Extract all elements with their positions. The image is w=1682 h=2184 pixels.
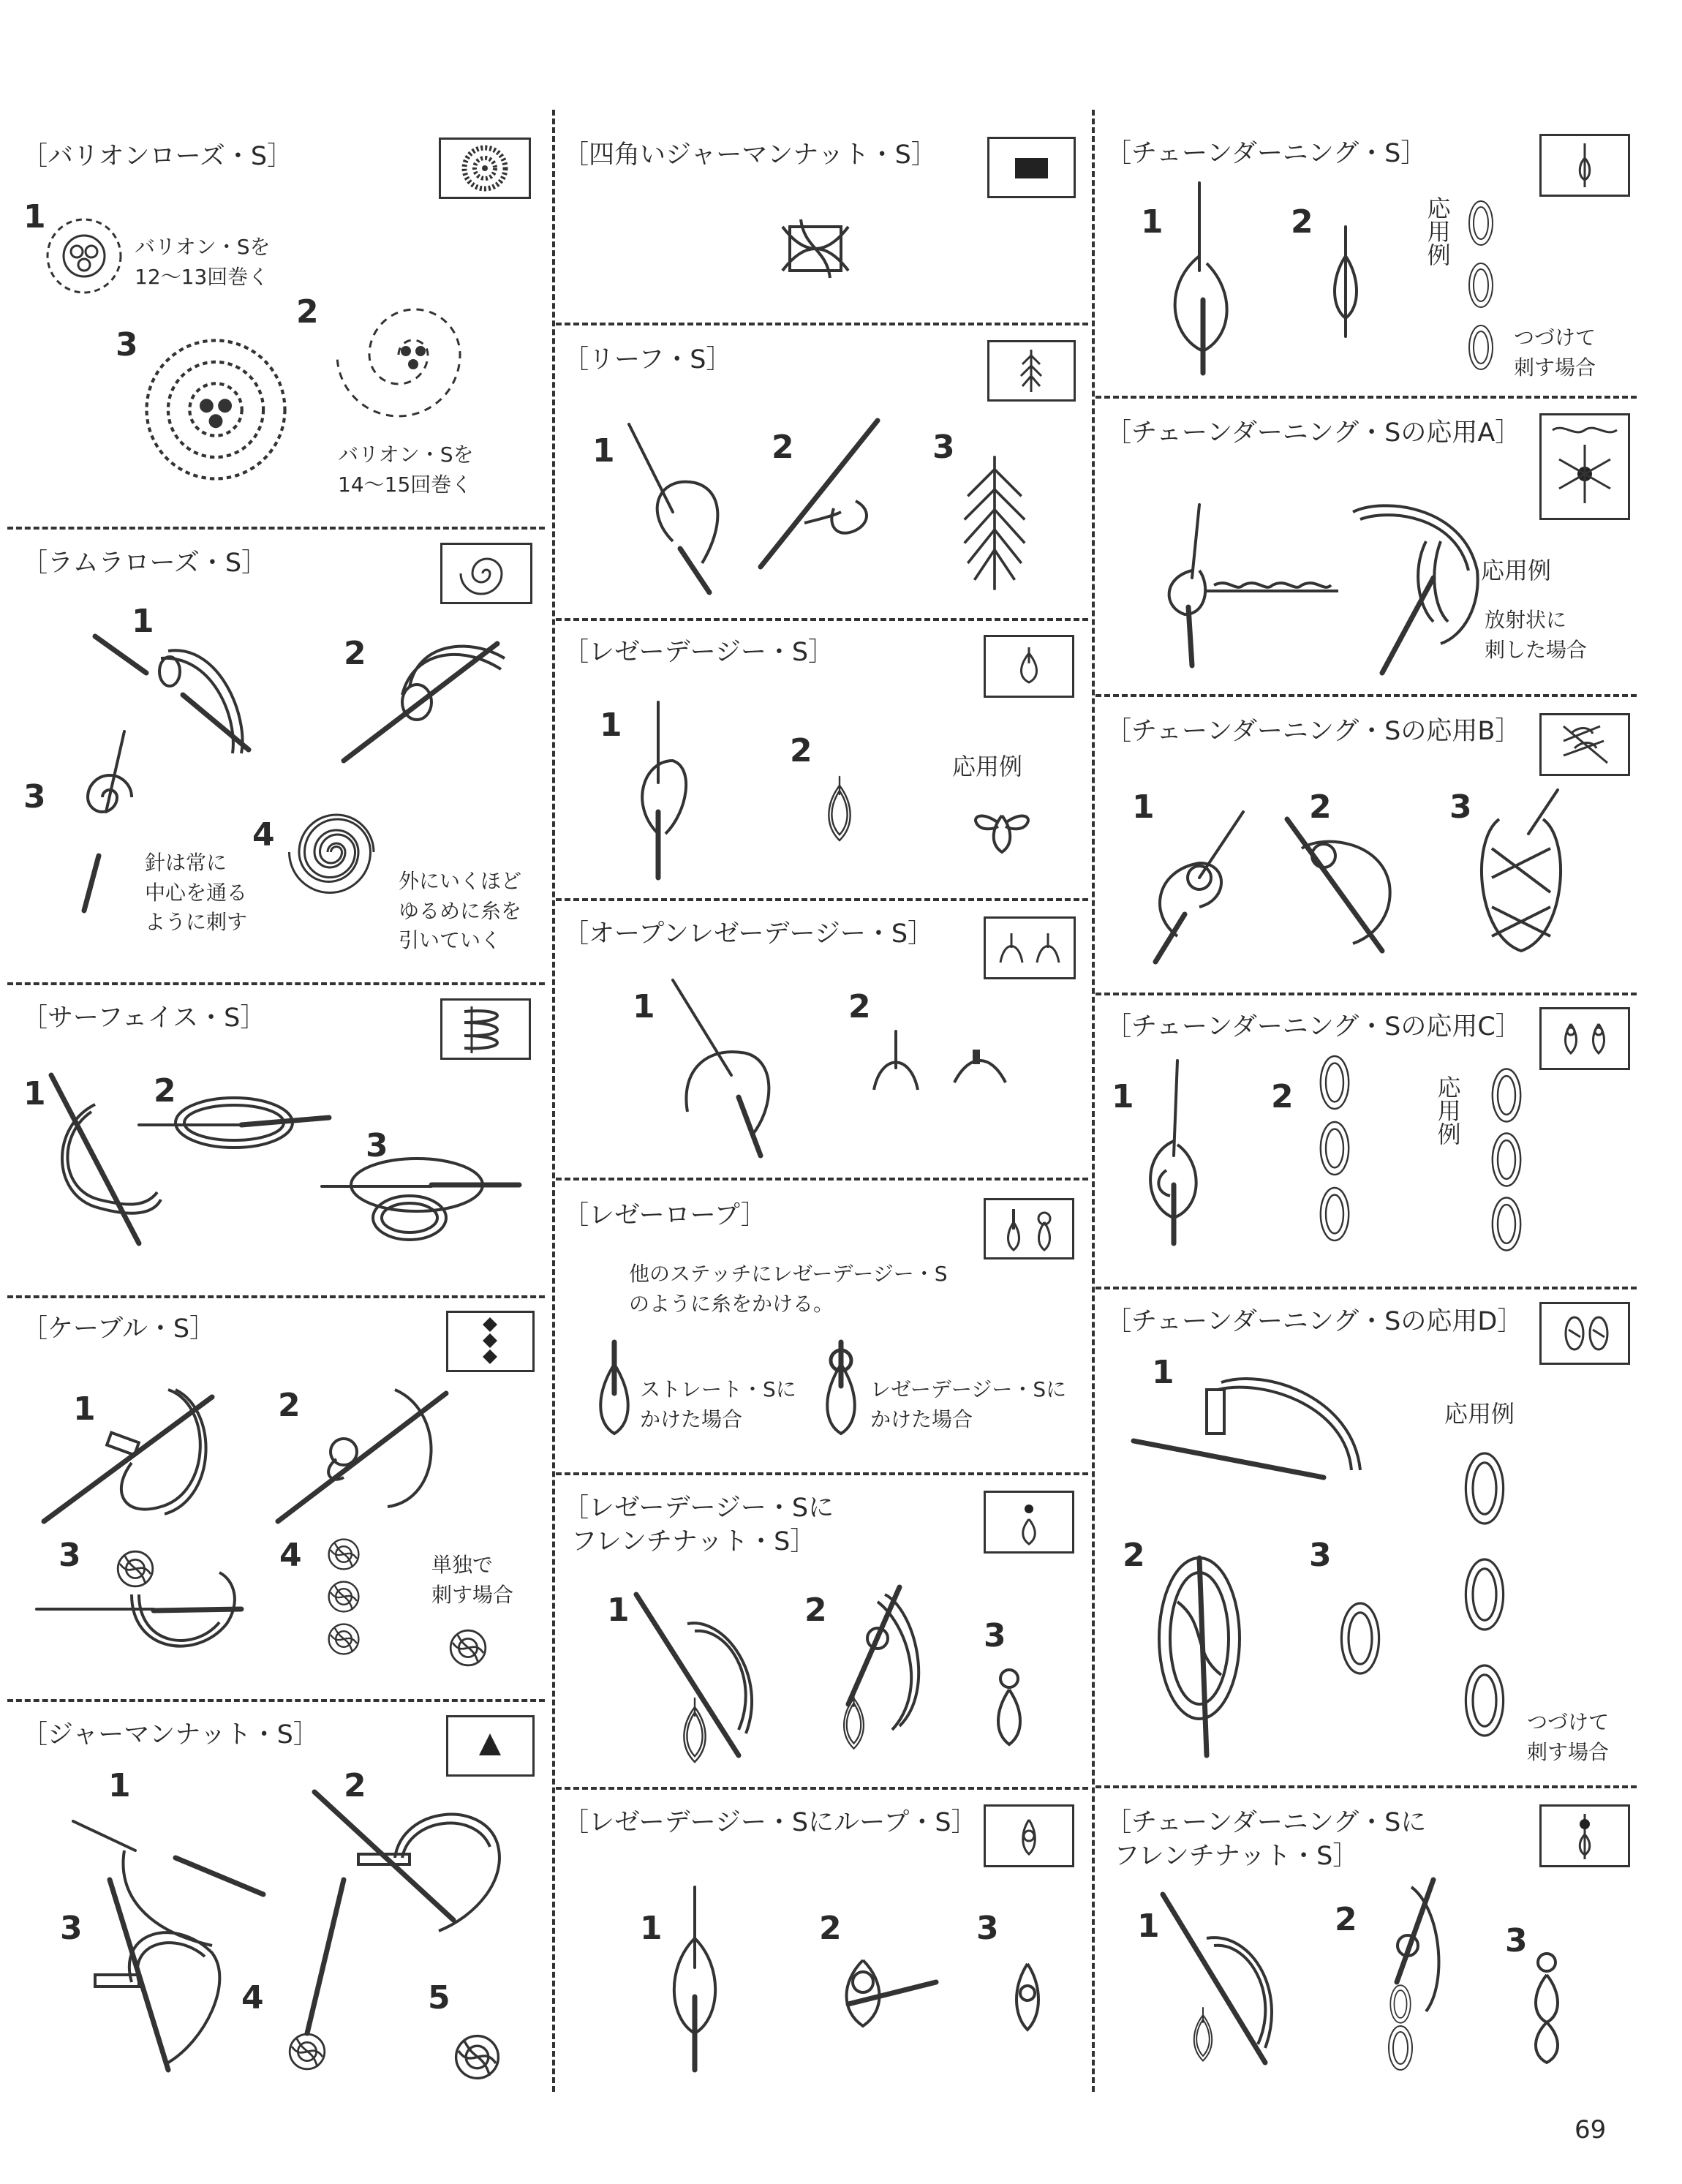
step-note: 外にいくほど ゆるめに糸を 引いていく (399, 869, 522, 953)
section-divider (7, 982, 545, 985)
step-number: 2 (1335, 1901, 1357, 1938)
chain-darning-c-example (1481, 1061, 1532, 1258)
lazy-rope-icon (984, 1198, 1074, 1259)
step-number: 1 (1137, 1908, 1160, 1945)
chain-darning-step2 (1327, 227, 1364, 336)
section-divider (1095, 1287, 1637, 1289)
step-number: 2 (1291, 203, 1313, 241)
cable-step3-drawing (37, 1543, 249, 1660)
daisy-knot-icon (984, 1491, 1074, 1554)
german-knot-finished (446, 2026, 508, 2088)
cross-chain-icon (1539, 713, 1630, 776)
chain-darning-d-step1 (1134, 1368, 1375, 1514)
step-number: 1 (1112, 1078, 1134, 1115)
step-number: 2 (1271, 1078, 1294, 1115)
square-knot-drawing (768, 212, 863, 285)
chain-knot-step2 (1368, 1872, 1448, 2077)
step-number: 3 (116, 326, 138, 364)
section-title: ［ジャーマンナット・S］ (22, 1720, 319, 1750)
chain-darning-d-step3 (1331, 1580, 1389, 1697)
step-number: 4 (241, 1979, 264, 2017)
example-label: 応用例 (1481, 557, 1552, 584)
example-label: 応用例 (952, 753, 1023, 780)
section-title: ［チェーンダーニング・Sの応用C］ (1106, 1012, 1521, 1042)
step-number: 3 (984, 1617, 1006, 1654)
step-note: 針は常に 中心を通る ように刺す (145, 851, 248, 935)
daisy-loop-icon (984, 1804, 1074, 1867)
section-divider (1095, 1785, 1637, 1788)
section-title: ［チェーンダーニング・S］ (1106, 139, 1427, 168)
section-divider (1095, 993, 1637, 995)
section-divider (1095, 396, 1637, 399)
chain-darning-b-step1 (1126, 812, 1251, 965)
section-divider (556, 898, 1088, 901)
section-divider (7, 527, 545, 530)
section-title: ［チェーンダーニング・Sの応用D］ (1106, 1307, 1523, 1336)
chain-darning-c-step1 (1134, 1061, 1214, 1251)
step-note: 放射状に 刺した場合 (1485, 608, 1588, 662)
step-number: 2 (154, 1072, 176, 1110)
step-number: 1 (600, 707, 622, 744)
daisy-knot-finished (991, 1668, 1027, 1748)
daisy-knot-step2 (819, 1580, 943, 1755)
chain-darning-b-step2 (1280, 805, 1404, 958)
step-note: つづけて 刺す場合 (1527, 1710, 1610, 1764)
leaf-finished-drawing (954, 446, 1035, 600)
step-number: 2 (848, 988, 871, 1025)
section-title: ［リーフ・S］ (563, 345, 732, 374)
chain-knot-finished (1528, 1949, 1565, 2066)
step-note: つづけて 刺す場合 (1514, 325, 1596, 380)
surface-stitch-icon (440, 998, 531, 1060)
chain-darning-b-step3 (1455, 790, 1587, 965)
column-divider-right (1092, 110, 1095, 2092)
rope-on-lazy-daisy (819, 1342, 863, 1437)
step-number: 2 (772, 429, 794, 466)
daisy-loop-step2 (834, 1953, 943, 2033)
page-number: 69 (1574, 2115, 1607, 2145)
section-divider (7, 1699, 545, 1702)
section-title: ［レゼーデージー・S］ (563, 638, 834, 667)
intro-text: 他のステッチにレゼーデージー・S のように糸をかける。 (629, 1262, 948, 1316)
daisy-loop-step1 (658, 1887, 731, 2077)
open-daisy-step2 (867, 1024, 1013, 1097)
daisy-knot-step1 (629, 1587, 768, 1770)
german-knot-step4 (263, 1872, 380, 2085)
section-title: ［オープンレゼーデージー・S］ (563, 919, 934, 949)
chain-knot-step1 (1155, 1887, 1287, 2077)
leaf-icon (987, 340, 1076, 402)
section-title: ［レゼーデージー・Sに フレンチナット・S］ (563, 1494, 834, 1556)
step-number: 3 (1449, 788, 1472, 826)
step-number: 2 (1309, 788, 1332, 826)
example-label: 応用例 (1444, 1400, 1515, 1428)
ramla-step2-drawing (344, 629, 512, 775)
section-title: ［チェーンダーニング・Sの応用B］ (1106, 717, 1521, 746)
daisy-loop-finished (1009, 1960, 1046, 2033)
section-divider (556, 1178, 1088, 1181)
double-chain-icon (1539, 1007, 1630, 1070)
section-title: ［レゼーデージー・Sにループ・S］ (563, 1808, 977, 1837)
section-title: ［ケーブル・S］ (22, 1314, 216, 1344)
step-number: 1 (23, 198, 46, 236)
step-number: 3 (976, 1910, 999, 1947)
leaf-step1-drawing (622, 417, 731, 600)
step-number: 4 (252, 816, 275, 854)
section-title: ［四角いジャーマンナット・S］ (563, 140, 937, 170)
spiral-rose-icon (440, 543, 532, 604)
step-number: 1 (592, 432, 615, 470)
chain-darning-d-example (1452, 1434, 1517, 1763)
ramla-finished-rose (282, 797, 391, 907)
surface-step2-drawing (132, 1082, 336, 1163)
cable-step2-drawing (263, 1382, 453, 1529)
lazy-daisy-icon (984, 635, 1074, 698)
section-divider (556, 323, 1088, 325)
section-title: ［チェーンダーニング・Sに フレンチナット・S］ (1106, 1808, 1427, 1871)
step-note: バリオン・Sを 12～13回巻く (135, 235, 271, 289)
chain-darning-example (1463, 190, 1499, 380)
section-title: ［レゼーロープ］ (563, 1201, 766, 1230)
section-title: ［チェーンダーニング・Sの応用A］ (1106, 418, 1521, 448)
step-number: 1 (633, 988, 655, 1025)
step-number: 1 (73, 1390, 96, 1428)
step-number: 4 (279, 1537, 302, 1574)
step-number: 1 (1132, 788, 1155, 826)
bullion-center-diagram (40, 212, 128, 300)
chain-darning-a-radial (1338, 497, 1485, 680)
bullion-spiral-guide (322, 271, 505, 439)
step-number: 2 (278, 1387, 301, 1424)
step-number: 2 (790, 732, 812, 769)
step-number: 2 (1123, 1537, 1145, 1574)
step-number: 2 (344, 635, 366, 672)
chain-darning-d-step2 (1148, 1543, 1251, 1763)
section-title: ［バリオンローズ・S］ (22, 142, 293, 171)
chain-darning-c-step2 (1309, 1046, 1360, 1251)
step-number: 1 (607, 1592, 630, 1629)
bullion-rose-icon (439, 138, 531, 199)
section-divider (1095, 694, 1637, 697)
lazy-daisy-example (965, 794, 1038, 859)
square-icon (987, 137, 1076, 198)
example-label: 応用例 (1423, 196, 1452, 266)
german-knot-step3 (88, 1872, 234, 2077)
step-number: 3 (60, 1910, 83, 1947)
bullion-rose-finished (139, 333, 293, 486)
section-divider (7, 1295, 545, 1298)
open-daisy-icon (984, 916, 1076, 979)
cable-chain-drawing (322, 1532, 366, 1664)
chain-darning-step1 (1163, 183, 1243, 380)
step-number: 5 (428, 1979, 450, 2017)
step-number: 3 (932, 429, 955, 466)
step-number: 2 (804, 1592, 827, 1629)
step-number: 1 (1141, 203, 1164, 241)
step-number: 1 (23, 1075, 46, 1112)
leaf-step2-drawing (753, 413, 900, 574)
lazy-daisy-step2 (818, 775, 861, 848)
lazy-daisy-step1 (629, 702, 717, 885)
diamond-chain-icon (446, 1311, 535, 1372)
step-note: バリオン・Sを 14～15回巻く (338, 443, 474, 497)
chain-darning-a-step (1141, 505, 1346, 673)
open-daisy-step1 (658, 980, 790, 1163)
step-number: 3 (1309, 1537, 1332, 1574)
step-number: 2 (819, 1910, 842, 1947)
section-divider (556, 1787, 1088, 1790)
section-title: ［サーフェイス・S］ (22, 1003, 266, 1033)
column-divider-left (552, 110, 555, 2092)
radial-chain-icon (1539, 413, 1630, 520)
twisted-chain-icon (1539, 1302, 1630, 1365)
example-label: 応用例 (1433, 1075, 1462, 1145)
step-number: 2 (296, 293, 319, 331)
cable-single-knot (442, 1622, 494, 1673)
section-divider (556, 618, 1088, 621)
surface-step3-drawing (322, 1141, 527, 1251)
cable-step1-drawing (44, 1382, 227, 1529)
chain-knot-icon (1539, 1804, 1630, 1867)
caption: ストレート・Sに かけた場合 (640, 1377, 796, 1431)
section-title: ［ラムラローズ・S］ (22, 549, 268, 578)
caption: レゼーデージー・Sに かけた場合 (870, 1377, 1067, 1431)
step-number: 1 (108, 1767, 131, 1804)
section-divider (556, 1472, 1088, 1475)
step-number: 3 (59, 1537, 81, 1574)
rope-on-straight-stitch (592, 1342, 636, 1437)
step-number: 1 (132, 603, 154, 640)
step-number: 2 (344, 1767, 366, 1804)
triangle-icon (446, 1715, 535, 1777)
step-note: 単独で 刺す場合 (431, 1553, 514, 1607)
step-number: 3 (23, 778, 46, 816)
step-number: 3 (1505, 1922, 1528, 1959)
chain-darning-icon (1539, 134, 1630, 197)
step-number: 3 (366, 1127, 388, 1164)
step-number: 1 (640, 1910, 663, 1947)
step-number: 1 (1152, 1354, 1174, 1391)
